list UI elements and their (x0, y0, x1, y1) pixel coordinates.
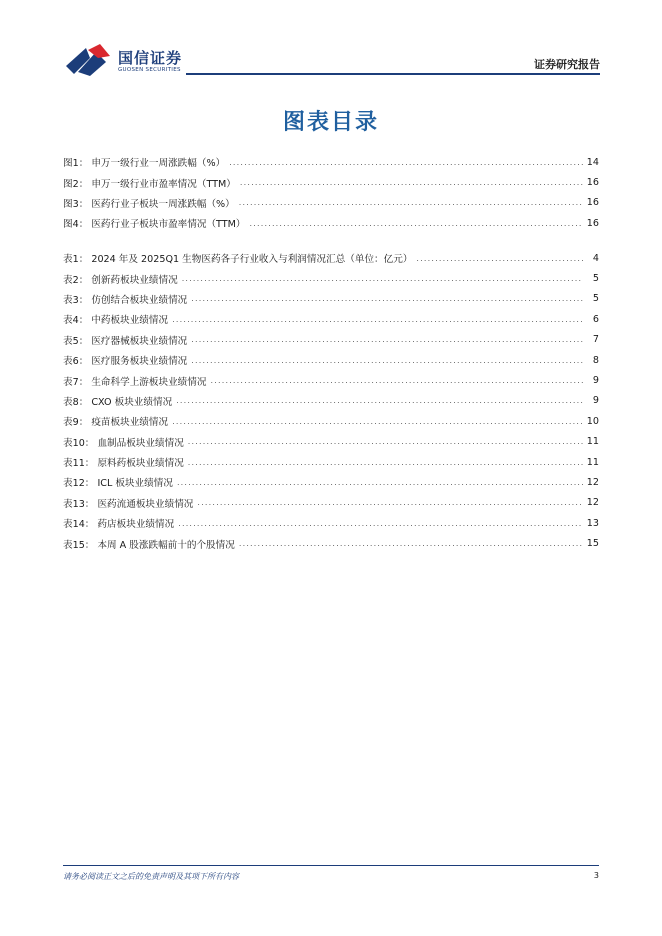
table-list (63, 248, 599, 554)
toc-entry-page: 10 (586, 415, 599, 427)
toc-table-entry[interactable] (63, 513, 599, 533)
toc-table-entry[interactable] (63, 330, 599, 350)
toc-leader-dots (182, 274, 583, 283)
toc-table-entry[interactable] (63, 391, 599, 411)
toc-leader-dots (172, 315, 583, 324)
toc-entry-label: 表3： 仿创结合板块业绩情况 (63, 294, 188, 306)
toc-entry-label: 图1： 申万一级行业一周涨跌幅（%） (63, 158, 226, 170)
toc-entry-page: 16 (586, 197, 599, 209)
toc-entry-label: 表2： 创新药板块业绩情况 (63, 274, 178, 286)
toc-leader-dots (210, 376, 583, 385)
toc-entry-page: 13 (586, 517, 599, 529)
toc-table-entry[interactable] (63, 350, 599, 370)
toc-leader-dots (188, 458, 583, 467)
toc-leader-dots (239, 539, 583, 548)
toc-entry-label: 表5： 医疗器械板块业绩情况 (63, 335, 188, 347)
toc-leader-dots (191, 335, 583, 344)
toc-figure-entry[interactable] (63, 172, 599, 192)
toc-leader-dots (188, 437, 583, 446)
toc-entry-page: 14 (586, 156, 599, 168)
toc-entry-label: 表13： 医药流通板块业绩情况 (63, 498, 194, 510)
toc-entry-label: 图2： 申万一级行业市盈率情况（TTM） (63, 178, 236, 190)
toc-table-entry[interactable] (63, 411, 599, 431)
toc-entry-page: 9 (592, 395, 599, 407)
footer-disclaimer: 请务必阅读正文之后的免责声明及其项下所有内容 (63, 872, 239, 881)
toc-leader-dots (177, 478, 583, 487)
toc-table-entry[interactable] (63, 432, 599, 452)
toc-leader-dots (197, 498, 582, 507)
page-header (0, 0, 662, 80)
toc-table-entry[interactable] (63, 370, 599, 390)
toc-entry-label: 表15： 本周 A 股涨跌幅前十的个股情况 (63, 539, 235, 551)
logo-text-en: GUOSEN SECURITIES (118, 67, 181, 73)
toc-entry-label: 表6： 医疗服务板块业绩情况 (63, 356, 188, 368)
guosen-logo-mark-icon (66, 44, 112, 76)
toc-table-entry[interactable] (63, 533, 599, 553)
toc-figure-entry[interactable] (63, 193, 599, 213)
toc-table-entry[interactable] (63, 268, 599, 288)
toc-entry-label: 表12： ICL 板块业绩情况 (63, 478, 173, 490)
toc-entry-label: 表1： 2024 年及 2025Q1 生物医药各子行业收入与利润情况汇总（单位：亿元） (63, 254, 413, 266)
toc-table-entry[interactable] (63, 248, 599, 268)
toc-entry-label: 表14： 药店板块业绩情况 (63, 519, 175, 531)
toc-entry-page: 7 (592, 334, 599, 346)
toc-leader-dots (172, 417, 583, 426)
toc-entry-page: 12 (586, 476, 599, 488)
report-type-label: 证券研究报告 (534, 58, 600, 71)
toc-leader-dots (176, 396, 583, 405)
toc-figure-entry[interactable] (63, 213, 599, 233)
toc-table-entry[interactable] (63, 452, 599, 472)
toc-leader-dots (178, 519, 583, 528)
toc-table-entry[interactable] (63, 493, 599, 513)
toc-entry-page: 11 (586, 456, 599, 468)
toc-leader-dots (416, 254, 583, 263)
header-divider (186, 73, 600, 75)
toc-table-entry[interactable] (63, 309, 599, 329)
toc-entry-page: 8 (592, 354, 599, 366)
toc-entry-label: 表7： 生命科学上游板块业绩情况 (63, 376, 207, 388)
toc-entry-label: 表9： 疫苗板块业绩情况 (63, 417, 169, 429)
toc-entry-page: 12 (586, 497, 599, 509)
toc-entry-label: 表10： 血制品板块业绩情况 (63, 437, 184, 449)
logo-text-cn: 国信证券 (118, 49, 183, 67)
footer-page-number: 3 (593, 871, 599, 880)
toc-entry-label: 表11： 原料药板块业绩情况 (63, 458, 184, 470)
toc-entry-label: 表8： CXO 板块业绩情况 (63, 396, 173, 408)
footer-divider (63, 865, 599, 866)
toc-entry-page: 4 (592, 252, 599, 264)
toc-leader-dots (191, 356, 583, 365)
toc-entry-label: 图3： 医药行业子板块一周涨跌幅（%） (63, 198, 235, 210)
toc-entry-page: 11 (586, 436, 599, 448)
toc-entry-page: 5 (592, 293, 599, 305)
toc-entry-page: 6 (592, 313, 599, 325)
page-title: 图表目录 (282, 110, 379, 135)
toc-leader-dots (191, 294, 583, 303)
toc-entry-label: 图4： 医药行业子板块市盈率情况（TTM） (63, 219, 246, 231)
toc-table-entry[interactable] (63, 289, 599, 309)
toc-leader-dots (240, 178, 583, 187)
toc-leader-dots (249, 219, 582, 228)
toc-entry-page: 16 (586, 217, 599, 229)
toc-entry-page: 16 (586, 177, 599, 189)
toc-entry-label: 表4： 中药板块业绩情况 (63, 315, 169, 327)
toc-table-entry[interactable] (63, 472, 599, 492)
toc-leader-dots (239, 198, 583, 207)
guosen-logo (66, 44, 196, 80)
toc-leader-dots (229, 158, 583, 167)
toc-entry-page: 5 (592, 273, 599, 285)
toc-entry-page: 15 (586, 538, 599, 550)
toc-figure-entry[interactable] (63, 152, 599, 172)
figure-list (63, 152, 599, 234)
toc-entry-page: 9 (592, 375, 599, 387)
